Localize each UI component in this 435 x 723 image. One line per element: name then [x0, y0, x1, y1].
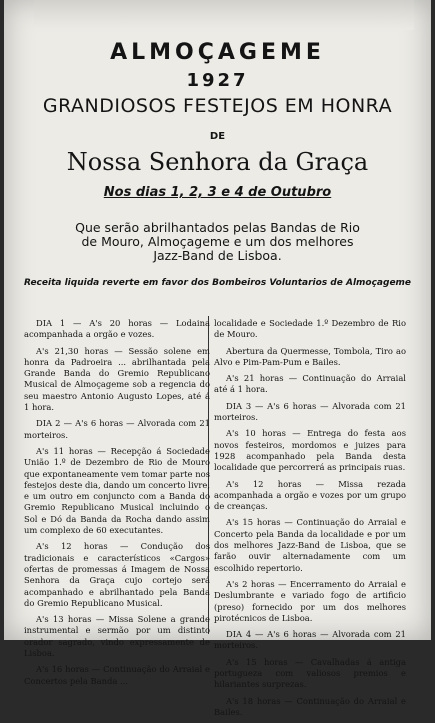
program-paragraph: A's 10 horas — Entrega do festa aos novos festeiros, mordomos e juizes para 1928 acompanhado pela Banda desta localidade que percorrerá as principais ruas.	[214, 428, 406, 473]
program-right-column	[214, 318, 406, 723]
program-paragraph: A's 13 horas — Missa Solene a grande instrumental e sermão por um distinto orador sagrado, vindo expressamente de Lisboa.	[24, 614, 210, 659]
bands-announcement: Que serão abrilhantados pelas Bandas de Rio de Mouro, Almoçageme e um dos melhores Jazz-Band de Lisboa.	[75, 220, 360, 263]
program-paragraph: A's 12 horas — Condução dos tradicionais e característicos «Cargos» ofertas de promessas á Imagem de Nossa Senhora da Graça cujo cortejo será acompanhado e abrilhantado pela Banda do Gremio Republicano Musical.	[24, 541, 210, 608]
program-paragraph: DIA 4 — A's 6 horas — Alvorada com 21 morteiros.	[214, 629, 406, 651]
program-paragraph: localidade e Sociedade 1.º Dezembro de Rio de Mouro.	[214, 318, 406, 340]
program-paragraph: A's 12 horas — Missa rezada acompanhada a orgão e vozes por um grupo de creanças.	[214, 478, 406, 512]
program-paragraph: DIA 2 — A's 6 horas — Alvorada com 21 morteiros.	[24, 418, 210, 440]
program-paragraph: A's 21,30 horas — Sessão solene em honra da Padroeira ... abrilhantada pela Grande Banda do Gremio Republicano Musical de Almoçageme sob a regencia do seu maestro Antonio Augusto Lopes, até á 1 hora.	[24, 345, 210, 413]
town-title: ALMOÇAGEME	[110, 40, 325, 65]
headline: GRANDIOSOS FESTEJOS EM HONRA	[42, 95, 393, 117]
festival-dates	[4, 185, 431, 200]
program-paragraph: A's 18 horas — Continuação do Arraial e Bailes.	[214, 695, 406, 717]
paper-stain	[34, 0, 414, 30]
program-paragraph: DIA 3 — A's 6 horas — Alvorada com 21 morteiros.	[214, 400, 406, 423]
program-paragraph: A's 15 horas — Cavalhadas á antiga portugueza com valiosos premios e hilariantes surprezas.	[214, 656, 406, 690]
patron-name: Nossa Senhora da Graça	[66, 148, 369, 176]
program-paragraph: Abertura da Quermesse, Tombola, Tiro ao Alvo e Pim-Pam-Pum e Bailes.	[214, 345, 406, 367]
program-paragraph: DIA 1 — A's 20 horas — Lodaina acompanhada a orgão e vozes.	[24, 318, 210, 340]
program-paragraph: A's 21 horas — Continuação do Arraial até á 1 hora.	[214, 373, 406, 395]
festival-dates-text: Nos dias 1, 2, 3 e 4 de Outubro	[103, 185, 332, 200]
program-left-column	[24, 318, 210, 692]
revenue-note: Receita liquida reverte em favor dos Bombeiros Voluntarios de Almoçageme	[23, 278, 412, 288]
program-paragraph: A's 11 horas — Recepção á Sociedade União 1.º de Dezembro de Rio de Mouro que expontaneamente vem tomar parte nos festejos deste dia, dando um concerto livre, e um outro em conjuncto com a Banda do Gremio Republicano Musical incluindo o Sol e Dó da Banda da Rocha dando assim um complexo de 60 executantes.	[24, 445, 210, 536]
program-paragraph: A's 15 horas — Continuação do Arraial e Concerto pela Banda da localidade e por um dos melhores Jazz-Band de Lisboa, que se farão ouvir alternadamente com um escolhido repertorio.	[214, 517, 406, 573]
program-paragraph: A's 16 horas — Continuação do Arraial e Concertos pela Banda ...	[24, 664, 210, 686]
program-paragraph: A's 2 horas — Encerramento do Arraial e Deslumbrante e variado fogo de artificio (preso) fornecido por um dos melhores pirotécnicos de Lisboa.	[214, 578, 406, 623]
preposition: DE	[209, 131, 226, 142]
year: 1927	[186, 70, 249, 91]
poster-sheet	[4, 0, 431, 717]
